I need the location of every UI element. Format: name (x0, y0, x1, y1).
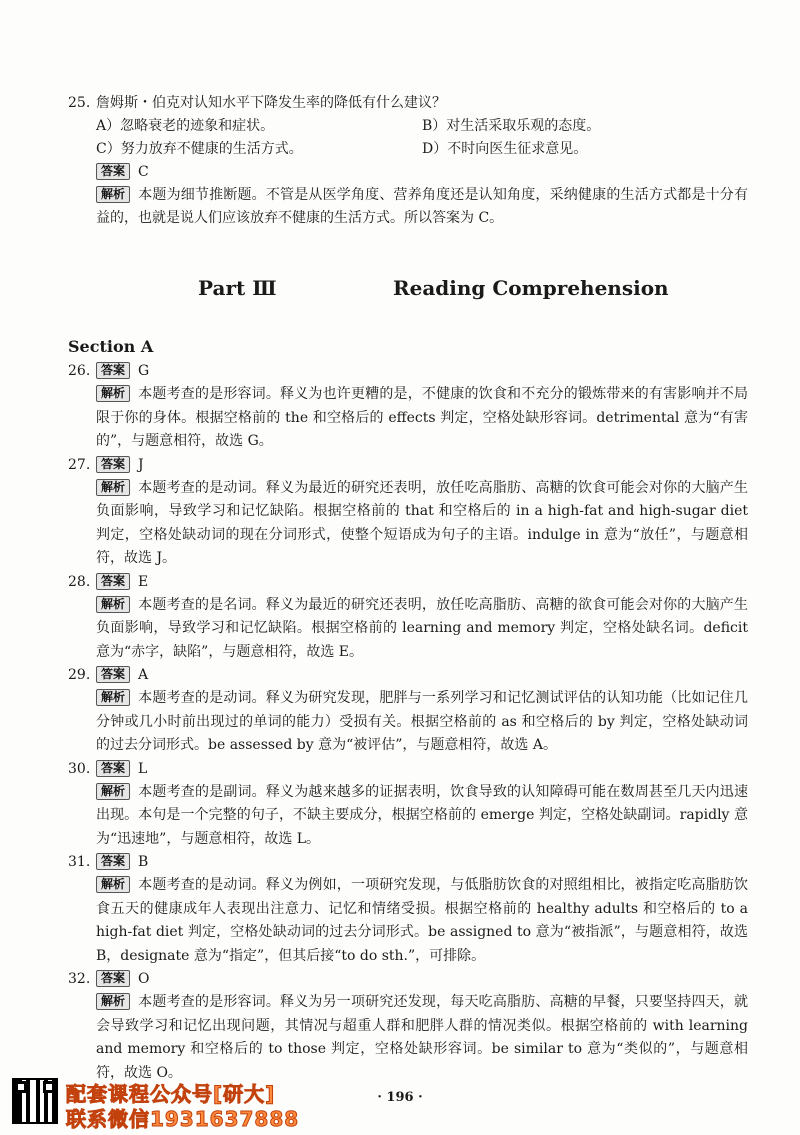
answer-items (68, 360, 748, 1085)
question-number: 30. (68, 760, 91, 777)
answer-line (68, 664, 748, 687)
explanation-tag: 解析 (96, 186, 130, 203)
option-b: B）对生活采取乐观的态度。 (422, 118, 601, 134)
answer-tag: 答案 (96, 853, 130, 870)
explanation-text: 本题考查的是动词。释义为研究发现，肥胖与一系列学习和记忆测试评估的认知功能（比如记住几分钟或几小时前出现过的单词的能力）受损有关。根据空格前的 as 和空格后的 by 判定，空格处缺动词的过去分词形式。be assessed by 意为“被评估”，与题意相符，故选 A。 (96, 690, 748, 753)
explanation-block (68, 991, 748, 1085)
answer-line (68, 851, 748, 874)
answer-tag: 答案 (96, 970, 130, 987)
answer-tag: 答案 (96, 760, 130, 777)
answer-value: A (138, 667, 149, 683)
option-c: C）努力放弃不健康的生活方式。 (96, 141, 303, 157)
explanation-block (68, 184, 748, 230)
explanation-block (68, 874, 748, 968)
explanation-text: 本题考查的是名词。释义为最近的研究还表明，放任吃高脂肪、高糖的欲食可能会对你的大脑产生负面影响，导致学习和记忆缺陷。根据空格前的 learning and memory 判定，空格处缺名词。deficit 意为“赤字，缺陷”，与题意相符，故选 E。 (96, 596, 748, 660)
question-25 (68, 92, 748, 230)
question-text: 詹姆斯・伯克对认知水平下降发生率的降低有什么建议？ (96, 95, 446, 111)
explanation-text: 本题考查的是形容词。释义为也许更糟的是，不健康的饮食和不充分的锻炼带来的有害影响并不局限于你的身体。根据空格前的 the 和空格后的 effects 判定，空格处缺形容词。detrimental 意为“有害的”，与题意相符，故选 G。 (96, 386, 748, 449)
question-number: 25. (68, 95, 91, 111)
answer-item (68, 454, 748, 571)
answer-value: G (138, 363, 150, 379)
explanation-tag: 解析 (96, 783, 130, 800)
explanation-tag: 解析 (96, 596, 130, 613)
answer-line (68, 454, 748, 477)
answer-value: O (138, 971, 150, 987)
answer-tag: 答案 (96, 666, 130, 683)
answer-item (68, 851, 748, 968)
part-title: Reading Comprehension (393, 276, 669, 300)
qr-code-icon (12, 1078, 58, 1124)
answer-item (68, 968, 748, 1085)
explanation-text: 本题考查的是副词。释义为越来越多的证据表明，饮食导致的认知障碍可能在数周甚至几天内迅速出现。本句是一个完整的句子，不缺主要成分，根据空格前的 emerge 判定，空格处缺副词。rapidly 意为“迅速地”，与题意相符，故选 L。 (96, 783, 748, 847)
explanation-block (68, 383, 748, 454)
answer-tag: 答案 (96, 163, 130, 180)
answer-tag: 答案 (96, 573, 130, 590)
answer-value: J (138, 456, 144, 473)
answer-line (68, 161, 748, 184)
answer-tag: 答案 (96, 362, 130, 379)
question-number: 28. (68, 573, 91, 590)
answer-value: E (138, 573, 149, 590)
explanation-text: 本题为细节推断题。不管是从医学角度、营养角度还是认知角度，采纳健康的生活方式都是十分有益的，也就是说人们应该放弃不健康的生活方式。所以答案为 C。 (96, 187, 748, 226)
answer-line (68, 968, 748, 991)
explanation-tag: 解析 (96, 689, 130, 706)
watermark-line-2: 联系微信1931637888 (66, 1107, 300, 1131)
answer-tag: 答案 (96, 456, 130, 473)
answer-line (68, 571, 748, 594)
question-number: 27. (68, 456, 91, 473)
watermark-line-1: 配套课程公众号[研大] (66, 1082, 276, 1106)
explanation-tag: 解析 (96, 993, 130, 1010)
answer-item (68, 571, 748, 665)
explanation-text: 本题考查的是动词。释义为最近的研究还表明，放任吃高脂肪、高糖的饮食可能会对你的大脑产生负面影响，导致学习和记忆缺陷。根据空格前的 that 和空格后的 in a high-fat and high-sugar diet 判定，空格处缺动词的现在分词形式，使整个短语成为句子的主语。indulge in 意为“放任”，与题意相符，故选 J。 (96, 479, 748, 566)
explanation-block (68, 594, 748, 665)
option-d: D）不时向医生征求意见。 (422, 141, 588, 157)
page-number: · 196 · (377, 1090, 423, 1105)
answer-line (68, 360, 748, 383)
option-a: A）忽略衰老的迹象和症状。 (96, 118, 275, 134)
options-row-2 (68, 138, 748, 161)
explanation-block (68, 687, 748, 758)
explanation-text: 本题考查的是动词。释义为例如，一项研究发现，与低脂肪饮食的对照组相比，被指定吃高脂肪饮食五天的健康成年人表现出注意力、记忆和情绪受损。根据空格前的 healthy adults 和空格后的 to a high-fat diet 判定，空格处缺动词的过去分词形式。be assigned to 意为“被指派”，与题意相符，故选 B，designate 意为“指定”，但其后接“to do sth.”，可排除。 (96, 877, 748, 964)
explanation-tag: 解析 (96, 876, 130, 893)
answer-line (68, 758, 748, 781)
section-title: Section A (68, 337, 154, 356)
answer-value: L (138, 760, 148, 777)
answer-item (68, 758, 748, 852)
explanation-text: 本题考查的是形容词。释义为另一项研究还发现，每天吃高脂肪、高糖的早餐，只要坚持四天，就会导致学习和记忆出现问题，其情况与超重人群和肥胖人群的情况类似。根据空格前的 with learning and memory 和空格后的 to those 判定，空格处缺形容词。be similar to 意为“类似的”，与题意相符，故选 O。 (96, 994, 748, 1081)
question-number: 29. (68, 667, 91, 683)
part-number: Part Ⅲ (198, 276, 277, 300)
question-number: 32. (68, 971, 91, 987)
answer-item (68, 664, 748, 758)
answer-item (68, 360, 748, 454)
explanation-block (68, 477, 748, 571)
answer-value: B (138, 854, 149, 870)
question-number: 31. (68, 854, 91, 870)
explanation-block (68, 781, 748, 852)
answer-value: C (138, 164, 149, 180)
explanation-tag: 解析 (96, 385, 130, 402)
question-25-stem (68, 92, 748, 115)
options-row-1 (68, 115, 748, 138)
explanation-tag: 解析 (96, 479, 130, 496)
question-number: 26. (68, 363, 91, 379)
